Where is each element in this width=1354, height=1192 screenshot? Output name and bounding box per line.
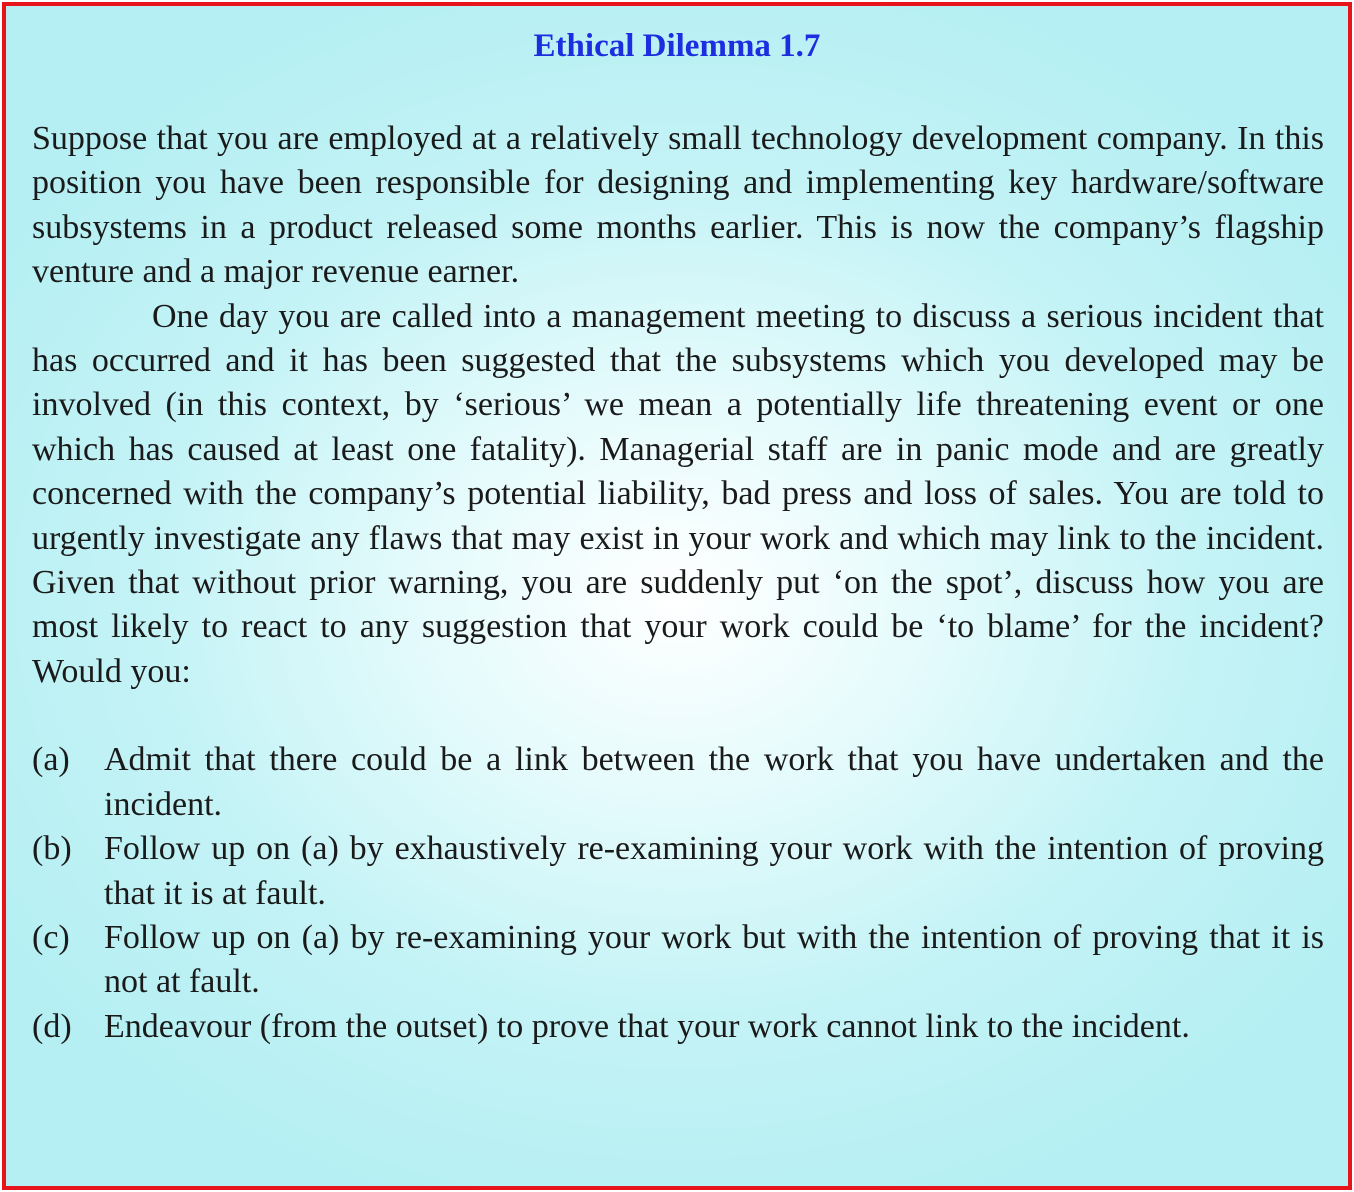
ethical-dilemma-box <box>2 2 1352 1190</box>
box-content <box>32 117 1324 1049</box>
question-paragraph: One day you are called into a management meeting to discuss a serious incident that has occurred and it has been suggested that the subsystems which you developed may be involved (in this context, by ‘serious’ we mean a potentially life threatening event or one which has caused at least one fatality). Managerial staff are in panic mode and are greatly concerned with the company’s potential liability, bad press and loss of sales. You are told to urgently investigate any flaws that may exist in your work and which may link to the incident. Given that without prior warning, you are suddenly put ‘on the spot’, discuss how you are most likely to react to any suggestion that your work could be ‘to blame’ for the incident? Would you: <box>32 297 1324 690</box>
option-marker: (d) <box>32 1007 72 1045</box>
option-marker: (b) <box>32 830 72 868</box>
list-item <box>32 827 1324 916</box>
list-item <box>32 1005 1324 1049</box>
list-item <box>32 738 1324 827</box>
box-title: Ethical Dilemma 1.7 <box>533 28 821 64</box>
list-item <box>32 916 1324 1005</box>
option-text: Follow up on (a) by exhaustively re-examining your work with the intention of proving that it is at fault. <box>104 830 1324 912</box>
option-text: Admit that there could be a link between the work that you have undertaken and the incident. <box>104 741 1324 823</box>
scenario-paragraph: Suppose that you are employed at a relatively small technology development company. In this position you have been responsible for designing and implementing key hardware/software subsystems in a product released some months earlier. This is now the company’s flagship venture and a major revenue earner. <box>32 120 1324 291</box>
option-text: Endeavour (from the outset) to prove that your work cannot link to the incident. <box>104 1007 1190 1045</box>
option-marker: (c) <box>32 918 70 956</box>
option-text: Follow up on (a) by re-examining your work but with the intention of proving that it is not at fault. <box>104 918 1324 1001</box>
options-list <box>32 738 1324 1049</box>
option-marker: (a) <box>32 741 70 779</box>
